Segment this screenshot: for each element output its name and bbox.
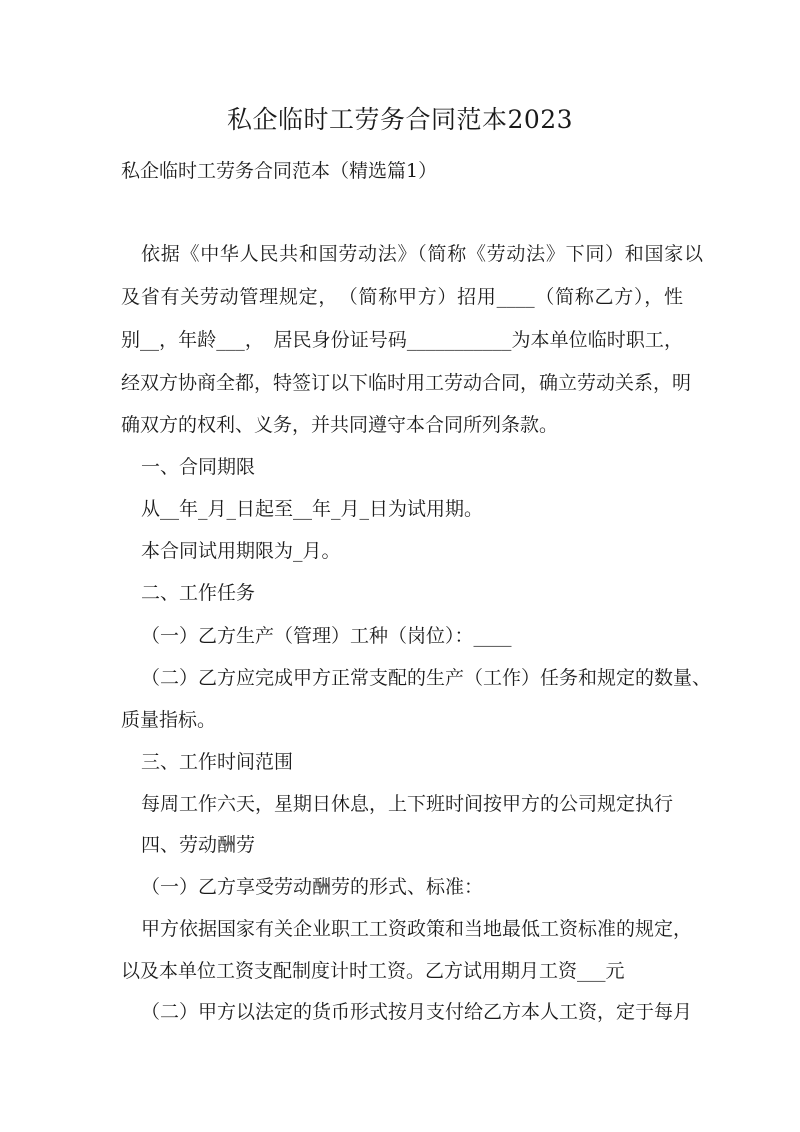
- paragraph-line: 每周工作六天，星期日休息，上下班时间按甲方的公司规定执行: [141, 793, 674, 815]
- paragraph-line: 甲方依据国家有关企业职工工资政策和当地最低工资标准的规定，: [141, 918, 693, 940]
- section-heading: 四、劳动酬劳: [141, 834, 256, 856]
- paragraph-line: 从__年_月_日起至__年_月_日为试用期。: [141, 498, 484, 520]
- paragraph-line: 质量指标。: [121, 709, 217, 731]
- document-subtitle: 私企临时工劳务合同范本（精选篇1）: [121, 160, 438, 182]
- paragraph-line: 及省有关劳动管理规定， （简称甲方）招用____（简称乙方），性: [121, 286, 683, 308]
- paragraph-line: （二）甲方以法定的货币形式按月支付给乙方本人工资，定于每月: [141, 1001, 693, 1023]
- section-heading: 三、工作时间范围: [141, 751, 294, 773]
- paragraph-line: 本合同试用期限为_月。: [141, 540, 341, 562]
- section-heading: 二、工作任务: [141, 582, 256, 604]
- paragraph-line: 别__，年龄___， 居民身份证号码___________为本单位临时职工，: [121, 329, 683, 351]
- paragraph-line: （二）乙方应完成甲方正常支配的生产（工作）任务和规定的数量、: [141, 667, 712, 689]
- section-heading: 一、合同期限: [141, 456, 256, 478]
- paragraph-line: 确双方的权利、义务，并共同遵守本合同所列条款。: [121, 414, 559, 436]
- paragraph-line: （一）乙方享受劳动酬劳的形式、标准：: [141, 876, 484, 898]
- paragraph-line: 经双方协商全都，特签订以下临时用工劳动合同，确立劳动关系，明: [121, 372, 692, 394]
- paragraph-line: 以及本单位工资支配制度计时工资。乙方试用期月工资___元: [121, 960, 625, 982]
- paragraph-line: （一）乙方生产（管理）工种（岗位）：____: [141, 625, 512, 647]
- paragraph-line: 依据《中华人民共和国劳动法》（简称《劳动法》下同）和国家以: [141, 243, 703, 265]
- document-title: 私企临时工劳务合同范本2023: [226, 105, 574, 134]
